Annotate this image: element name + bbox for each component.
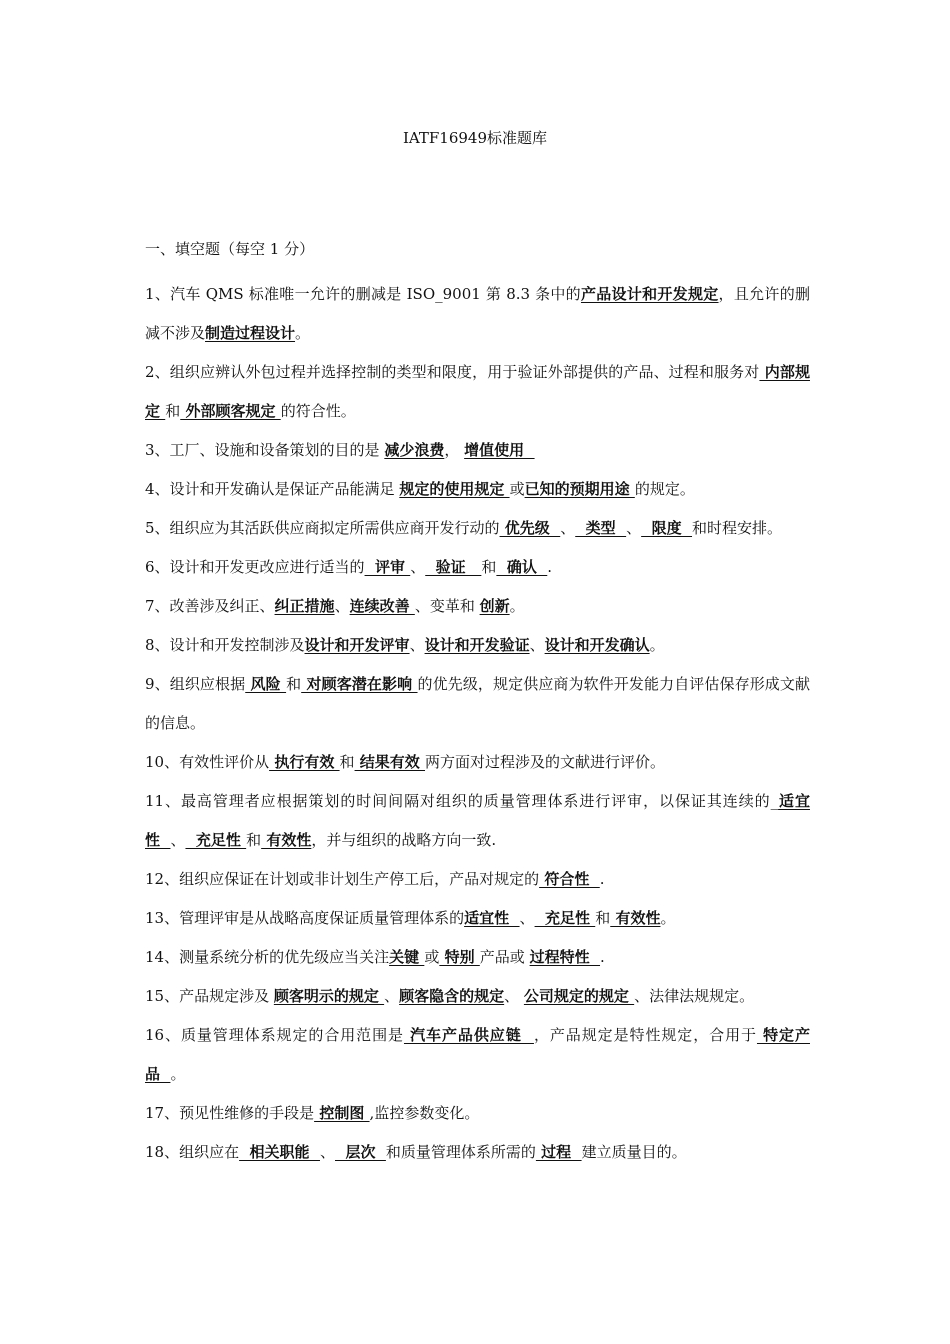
question-text: 或: [424, 948, 440, 966]
answer-blank: 连续改善: [349, 597, 415, 615]
question-text: 4、设计和开发确认是保证产品能满足: [145, 480, 400, 498]
question-text: ,监控参数变化。: [369, 1104, 480, 1122]
question-text: ，产品规定是特性规定，合用于: [533, 1026, 757, 1044]
question-text: 。: [509, 597, 525, 615]
answer-blank: 创新: [479, 597, 510, 615]
question-text: 、: [410, 558, 426, 576]
question-item: [145, 665, 810, 743]
question-text: 18、组织应在: [145, 1143, 240, 1161]
question-text: 13、管理评审是从战略高度保证质量管理体系的: [145, 909, 465, 927]
answer-blank: 纠正措施: [274, 597, 335, 615]
question-text: 、: [504, 987, 524, 1005]
question-text: 和: [286, 675, 302, 693]
question-item: [145, 470, 810, 509]
question-text: 6、设计和开发更改应进行适当的: [145, 558, 365, 576]
section-heading: 一、填空题（每空 1 分）: [145, 240, 315, 258]
question-text: 2、组织应辨认外包过程并选择控制的类型和限度，用于验证外部提供的产品、过程和服务对: [145, 363, 760, 381]
question-text: 16、质量管理体系规定的合用范围是: [145, 1026, 404, 1044]
question-text: 或: [509, 480, 525, 498]
question-text: 、法律法规规定。: [634, 987, 755, 1005]
question-item: [145, 587, 810, 626]
answer-blank: 优先级: [499, 519, 561, 537]
question-text: 、: [334, 597, 350, 615]
question-text: .: [600, 948, 605, 966]
question-text: 。: [295, 324, 311, 342]
answer-blank: 验证: [425, 558, 482, 576]
question-item: [145, 782, 810, 860]
question-text: 产品或: [479, 948, 530, 966]
answer-blank: 设计和开发验证: [424, 636, 530, 654]
question-text: 和: [246, 831, 262, 849]
answer-blank: 增值使用: [464, 441, 535, 459]
question-item: [145, 899, 810, 938]
question-text: 9、组织应根据: [145, 675, 246, 693]
question-text: 1、汽车 QMS 标准唯一允许的删减是 ISO_9001 第 8.3 条中的: [145, 285, 581, 303]
question-text: 建立质量目的。: [581, 1143, 687, 1161]
question-text: 和: [481, 558, 497, 576]
question-text: 、: [519, 909, 535, 927]
answer-blank: 控制图: [314, 1104, 370, 1122]
question-text: 和: [595, 909, 611, 927]
question-item: [145, 1094, 810, 1133]
answer-blank: 过程特性: [529, 948, 601, 966]
fill-in-questions: [145, 275, 810, 1172]
question-text: 和质量管理体系所需的: [385, 1143, 536, 1161]
question-text: 15、产品规定涉及: [145, 987, 274, 1005]
question-text: 。: [660, 909, 676, 927]
question-text: ，且允许的删减不涉及: [145, 285, 810, 342]
answer-blank: 有效性: [261, 831, 312, 849]
document-title: IATF16949标准题库: [402, 129, 548, 147]
question-text: 3、工厂、设施和设备策划的目的是: [145, 441, 385, 459]
answer-blank: 限度: [641, 519, 693, 537]
question-text: 和: [165, 402, 181, 420]
answer-blank: 减少浪费: [384, 441, 445, 459]
answer-blank: 类型: [575, 519, 627, 537]
question-item: [145, 509, 810, 548]
question-item: [145, 1016, 810, 1094]
answer-blank: 特定产品: [145, 1026, 810, 1083]
answer-blank: 符合性: [539, 870, 600, 888]
question-text: ，: [444, 441, 465, 459]
question-text: 的符合性。: [280, 402, 356, 420]
question-text: 、: [560, 519, 576, 537]
question-item: [145, 548, 810, 587]
answer-blank: 关键: [389, 948, 425, 966]
answer-blank: 确认: [496, 558, 548, 576]
answer-blank: 顾客明示的规定: [273, 987, 385, 1005]
answer-blank: 适宜性: [145, 792, 810, 849]
question-item: [145, 626, 810, 665]
question-text: 12、组织应保证在计划或非计划生产停工后，产品对规定的: [145, 870, 540, 888]
answer-blank: 已知的预期用途: [524, 480, 635, 498]
answer-blank: 评审: [364, 558, 411, 576]
question-text: 。: [649, 636, 665, 654]
answer-blank: 顾客隐含的规定: [399, 987, 505, 1005]
answer-blank: 特别: [439, 948, 480, 966]
question-item: [145, 938, 810, 977]
question-text: 和时程安排。: [692, 519, 783, 537]
question-text: 的规定。: [634, 480, 695, 498]
question-text: 两方面对过程涉及的文献进行评价。: [425, 753, 666, 771]
answer-blank: 过程: [535, 1143, 582, 1161]
question-text: 和: [339, 753, 355, 771]
answer-blank: 相关职能: [239, 1143, 320, 1161]
answer-blank: 风险: [245, 675, 287, 693]
question-item: [145, 1133, 810, 1172]
question-text: 、: [170, 831, 186, 849]
question-item: [145, 977, 810, 1016]
answer-blank: 公司规定的规定: [523, 987, 635, 1005]
question-item: [145, 275, 810, 353]
answer-blank: 内部规定: [145, 363, 810, 420]
answer-blank: 产品设计和开发规定: [580, 285, 719, 303]
answer-blank: 制造过程设计: [205, 324, 296, 342]
question-text: ，并与组织的战略方向一致.: [311, 831, 497, 849]
question-item: [145, 431, 810, 470]
question-text: 、: [626, 519, 642, 537]
question-text: 11、最高管理者应根据策划的时间间隔对组织的质量管理体系进行评审，以保证其连续的_: [145, 792, 779, 810]
question-text: 、变革和: [414, 597, 480, 615]
answer-blank: 执行有效: [269, 753, 340, 771]
answer-blank: 充足性: [185, 831, 247, 849]
answer-blank: 汽车产品供应链: [403, 1026, 534, 1044]
question-text: 。: [170, 1065, 186, 1083]
question-text: 8、设计和开发控制涉及: [145, 636, 305, 654]
answer-blank: 对顾客潜在影响: [301, 675, 418, 693]
question-list: [145, 236, 810, 1172]
answer-blank: 有效性: [610, 909, 661, 927]
answer-blank: 充足性: [534, 909, 596, 927]
question-text: 7、改善涉及纠正、: [145, 597, 275, 615]
question-text: 、: [529, 636, 545, 654]
answer-blank: 设计和开发评审: [304, 636, 410, 654]
question-item: [145, 743, 810, 782]
question-text: 5、组织应为其活跃供应商拟定所需供应商开发行动的: [145, 519, 500, 537]
question-text: 17、预见性维修的手段是: [145, 1104, 315, 1122]
answer-blank: 层次: [335, 1143, 386, 1161]
answer-blank: 设计和开发确认: [544, 636, 650, 654]
answer-blank: 适宜性: [464, 909, 520, 927]
question-text: 14、测量系统分析的优先级应当关注: [145, 948, 390, 966]
answer-blank: 结果有效: [354, 753, 426, 771]
question-item: [145, 860, 810, 899]
answer-blank: 外部顾客规定: [180, 402, 281, 420]
question-text: 、: [384, 987, 400, 1005]
answer-blank: 规定的使用规定: [399, 480, 510, 498]
question-text: 、: [319, 1143, 335, 1161]
question-text: .: [547, 558, 553, 576]
question-text: 10、有效性评价从: [145, 753, 270, 771]
question-text: 的优先级，规定供应商为软件开发能力自评估保存形成文献的信息。: [145, 675, 810, 732]
question-item: [145, 353, 810, 431]
question-text: 、: [409, 636, 425, 654]
question-text: .: [599, 870, 605, 888]
